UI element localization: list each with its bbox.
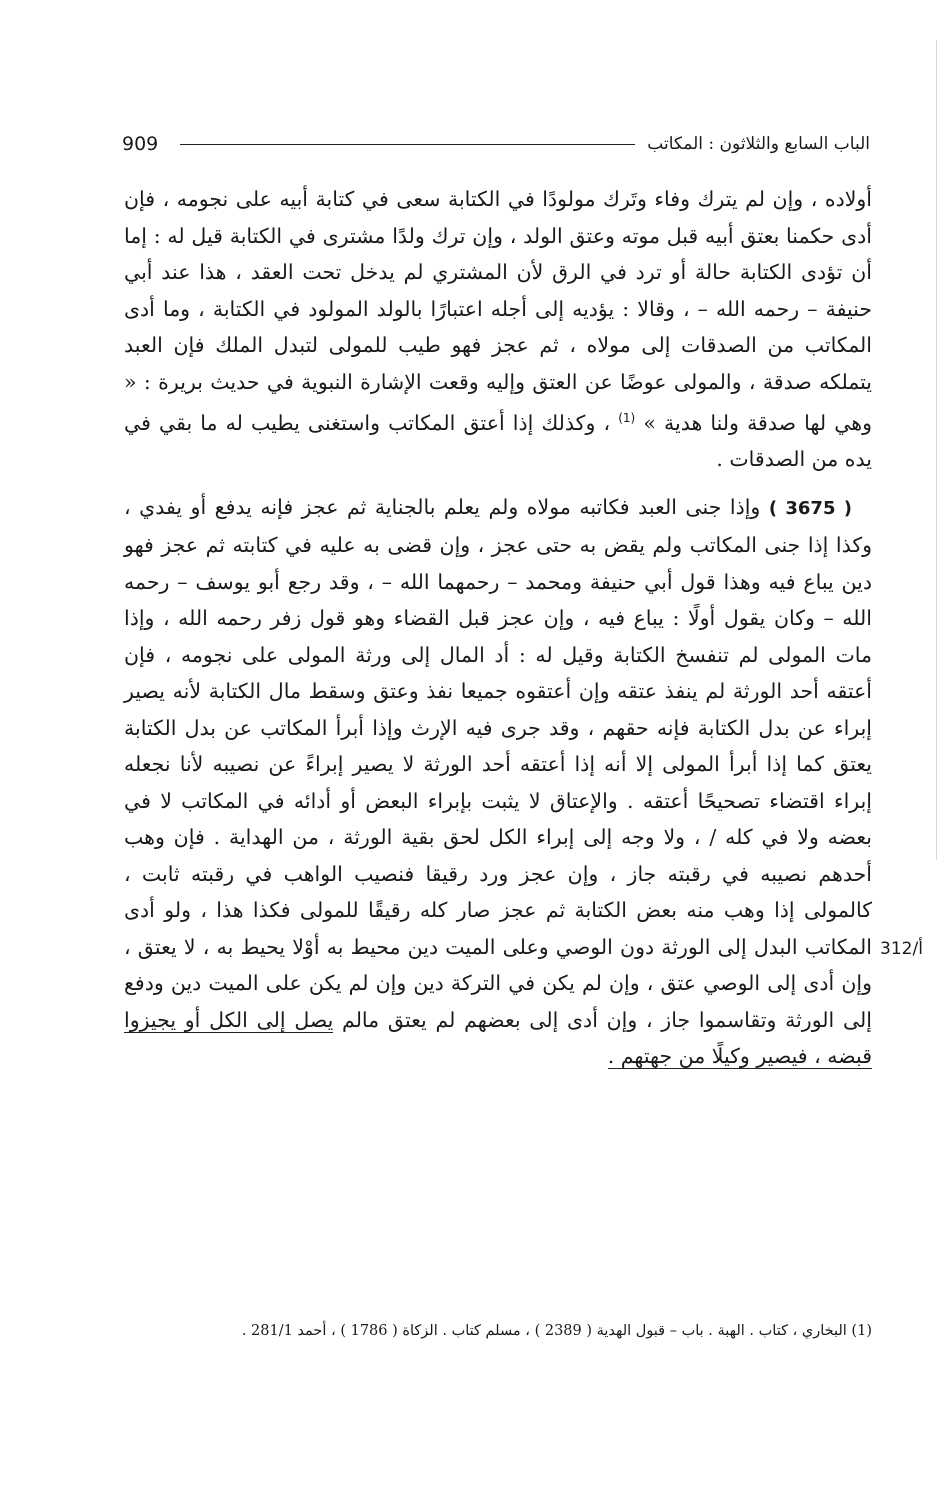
paragraph-1-tail: ، وكذلك إذا أعتق المكاتب واستغنى يطيب له ما بقي في يده من الصدقات . [124,410,872,472]
paragraph-2-continued: والإعتاق لا يثبت بإبراء البعض أو أدائه في المكاتب لا في بعضه ولا في كله / ، ولا وجه إلى إبراء الكل لحق بقية الورثة ، من الهداية . فإن وهب أحدهم نصيبه في رقبته جاز ، وإن عجز ورد رقيقا فنصيب الواهب في رقبته ثابت ، كالمولى إذا وهب منه بعض الكتابة ثم عجز صار كله رقيقًا للمولى فكذا هذا ، ولو أدى المكاتب البدل إلى الورثة دون الوصي وعلى الميت دين محيط به أوْلا يحيط به ، لا يعتق ، وإن أدى إلى الوصي عتق ، وإن لم يكن في التركة دين وإن لم يكن على الميت دين ودفع إلى الورثة وتقاسموا جاز ، وإن أدى إلى بعضهم لم يعتق مالم [124,788,872,1032]
paragraph-2 [124,489,872,1075]
paragraph-number: ( 3675 ) [768,497,852,519]
running-header [122,128,870,160]
footnote-reference: (1) [618,411,636,425]
chapter-title: الباب السابع والثلاثون : المكاتب [647,134,870,154]
header-rule [180,144,635,145]
folio-margin-note: 312/أ [880,939,923,959]
paragraph-1-text: أولاده ، وإن لم يترك وفاء وتَرك مولودًا في الكتابة سعى في كتابة أبيه على نجومه ، فإن أدى حكمنا بعتق أبيه قبل موته وعتق الولد ، وإن ترك ولدًا مشترى في الكتابة قيل له : إما أن تؤدى الكتابة حالة أو ترد في الرق لأن المشتري لم يدخل تحت العقد ، هذا عند أبي حنيفة – رحمه الله – ، وقالا : يؤديه إلى أجله اعتبارًا بالولد المولود في الكتابة ، وما أدى المكاتب من الصدقات إلى مولاه ، ثم عجز فهو طيب للمولى لتبدل الملك فإن العبد يتملكه صدقة ، والمولى عوضًا عن العتق وإليه وقعت الإشارة النبوية في حديث بريرة : « وهي لها صدقة ولنا هدية » [124,187,872,435]
body-text [124,181,872,1075]
paragraph-2-last-line: يصل إلى الكل أو يجيزوا قبضه ، فيصير وكيلًا من جهتهم . [124,1007,872,1069]
page-number: 909 [122,133,159,155]
footnote: (1) البخاري ، كتاب . الهبة . باب – قبول الهدية ( 2389 ) ، مسلم كتاب . الزكاة ( 1786 ) ، أحمد 281/1 . [241,1323,872,1339]
paragraph-2-text: وإذا جنى العبد فكاتبه مولاه ولم يعلم بالجناية ثم عجز فإنه يدفع أو يفدي ، وكذا إذا جنى المكاتب ولم يقض به حتى عجز ، وإن قضى به عليه في كتابته ثم عجز فهو دين يباع فيه وهذا قول أبي حنيفة ومحمد – رحمهما الله – ، وقد رجع أبو يوسف – رحمه الله – وكان يقول أولًا : يباع فيه ، وإن عجز قبل القضاء وهو قول زفر رحمه الله ، وإذا مات المولى لم تنفسخ الكتابة وقيل له : أد المال إلى ورثة المولى على نجومه ، فإن أعتقه أحد الورثة لم ينفذ عتقه وإن أعتقوه جميعا نفذ وعتق وسقط مال الكتابة لأنه يصير إبراء عن بدل الكتابة فإنه حقهم ، وقد جرى فيه الإرث وإذا أبرأ المكاتب عن بدل الكتابة يعتق كما إذا أبرأ المولى إلا أنه إذا أعتقه أحد الورثة لا يصير إبراءً عن نصيبه لأنا نجعله إبراء اقتضاء تصحيحًا أعتقه . [124,494,872,813]
scan-edge-line [936,40,937,860]
paragraph-1 [124,181,872,478]
